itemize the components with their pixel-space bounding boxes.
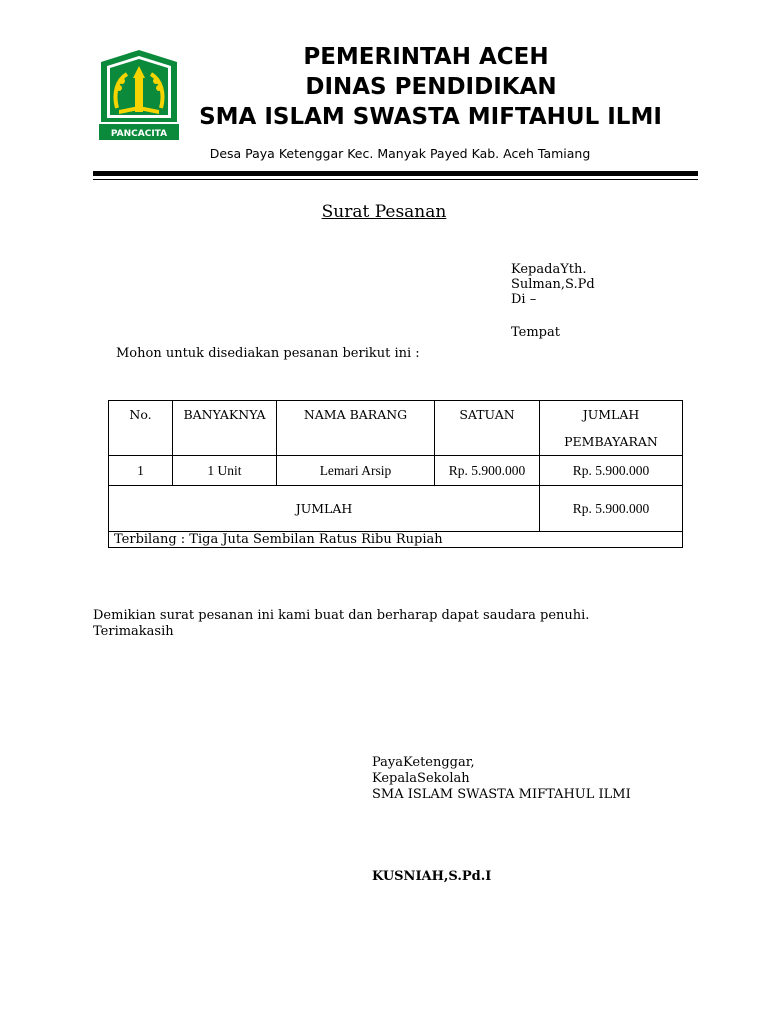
aceh-logo <box>97 48 181 142</box>
total-value: Rp. 5.900.000 <box>540 486 683 532</box>
amount-in-words: Terbilang : Tiga Juta Sembilan Ratus Ribu Rupiah <box>109 532 683 548</box>
header-quantity: BANYAKNYA <box>173 401 277 456</box>
signature-role: KepalaSekolah <box>372 771 470 786</box>
recipient-name: Sulman,S.Pd <box>511 277 595 292</box>
signatory-name: KUSNIAH,S.Pd.I <box>372 869 492 884</box>
terbilang-row <box>109 532 683 548</box>
letter-title: Surat Pesanan <box>321 202 447 222</box>
letterhead-divider-thin <box>93 179 698 180</box>
closing-thanks: Terimakasih <box>93 624 174 639</box>
letterhead-department: DINAS PENDIDIKAN <box>305 74 557 100</box>
intro-text: Mohon untuk disediakan pesanan berikut ini : <box>116 346 420 361</box>
header-item-name: NAMA BARANG <box>277 401 435 456</box>
logo-banner-text: PANCACITA <box>110 129 168 139</box>
row-item-name: Lemari Arsip <box>277 456 435 486</box>
signature-school: SMA ISLAM SWASTA MIFTAHUL ILMI <box>372 787 631 802</box>
order-table <box>108 400 683 548</box>
total-row <box>109 486 683 532</box>
letterhead-government: PEMERINTAH ACEH <box>303 44 549 70</box>
signature-place: PayaKetenggar, <box>372 755 475 770</box>
closing-statement: Demikian surat pesanan ini kami buat dan berharap dapat saudara penuhi. <box>93 608 590 623</box>
row-unit-price: Rp. 5.900.000 <box>435 456 540 486</box>
letterhead-school: SMA ISLAM SWASTA MIFTAHUL ILMI <box>199 104 662 130</box>
header-unit-price: SATUAN <box>435 401 540 456</box>
recipient-place: Tempat <box>511 325 560 340</box>
header-total-payment: JUMLAH PEMBAYARAN <box>540 401 683 456</box>
header-no: No. <box>109 401 173 456</box>
letterhead-divider-thick <box>93 171 698 176</box>
row-no: 1 <box>109 456 173 486</box>
row-amount: Rp. 5.900.000 <box>540 456 683 486</box>
recipient-di: Di – <box>511 292 537 307</box>
total-label: JUMLAH <box>109 486 540 532</box>
letterhead-address: Desa Paya Ketenggar Kec. Manyak Payed Kab. Aceh Tamiang <box>209 146 591 161</box>
table-row <box>109 456 683 486</box>
row-quantity: 1 Unit <box>173 456 277 486</box>
recipient-greeting: KepadaYth. <box>511 262 587 277</box>
table-header-row <box>109 401 683 456</box>
